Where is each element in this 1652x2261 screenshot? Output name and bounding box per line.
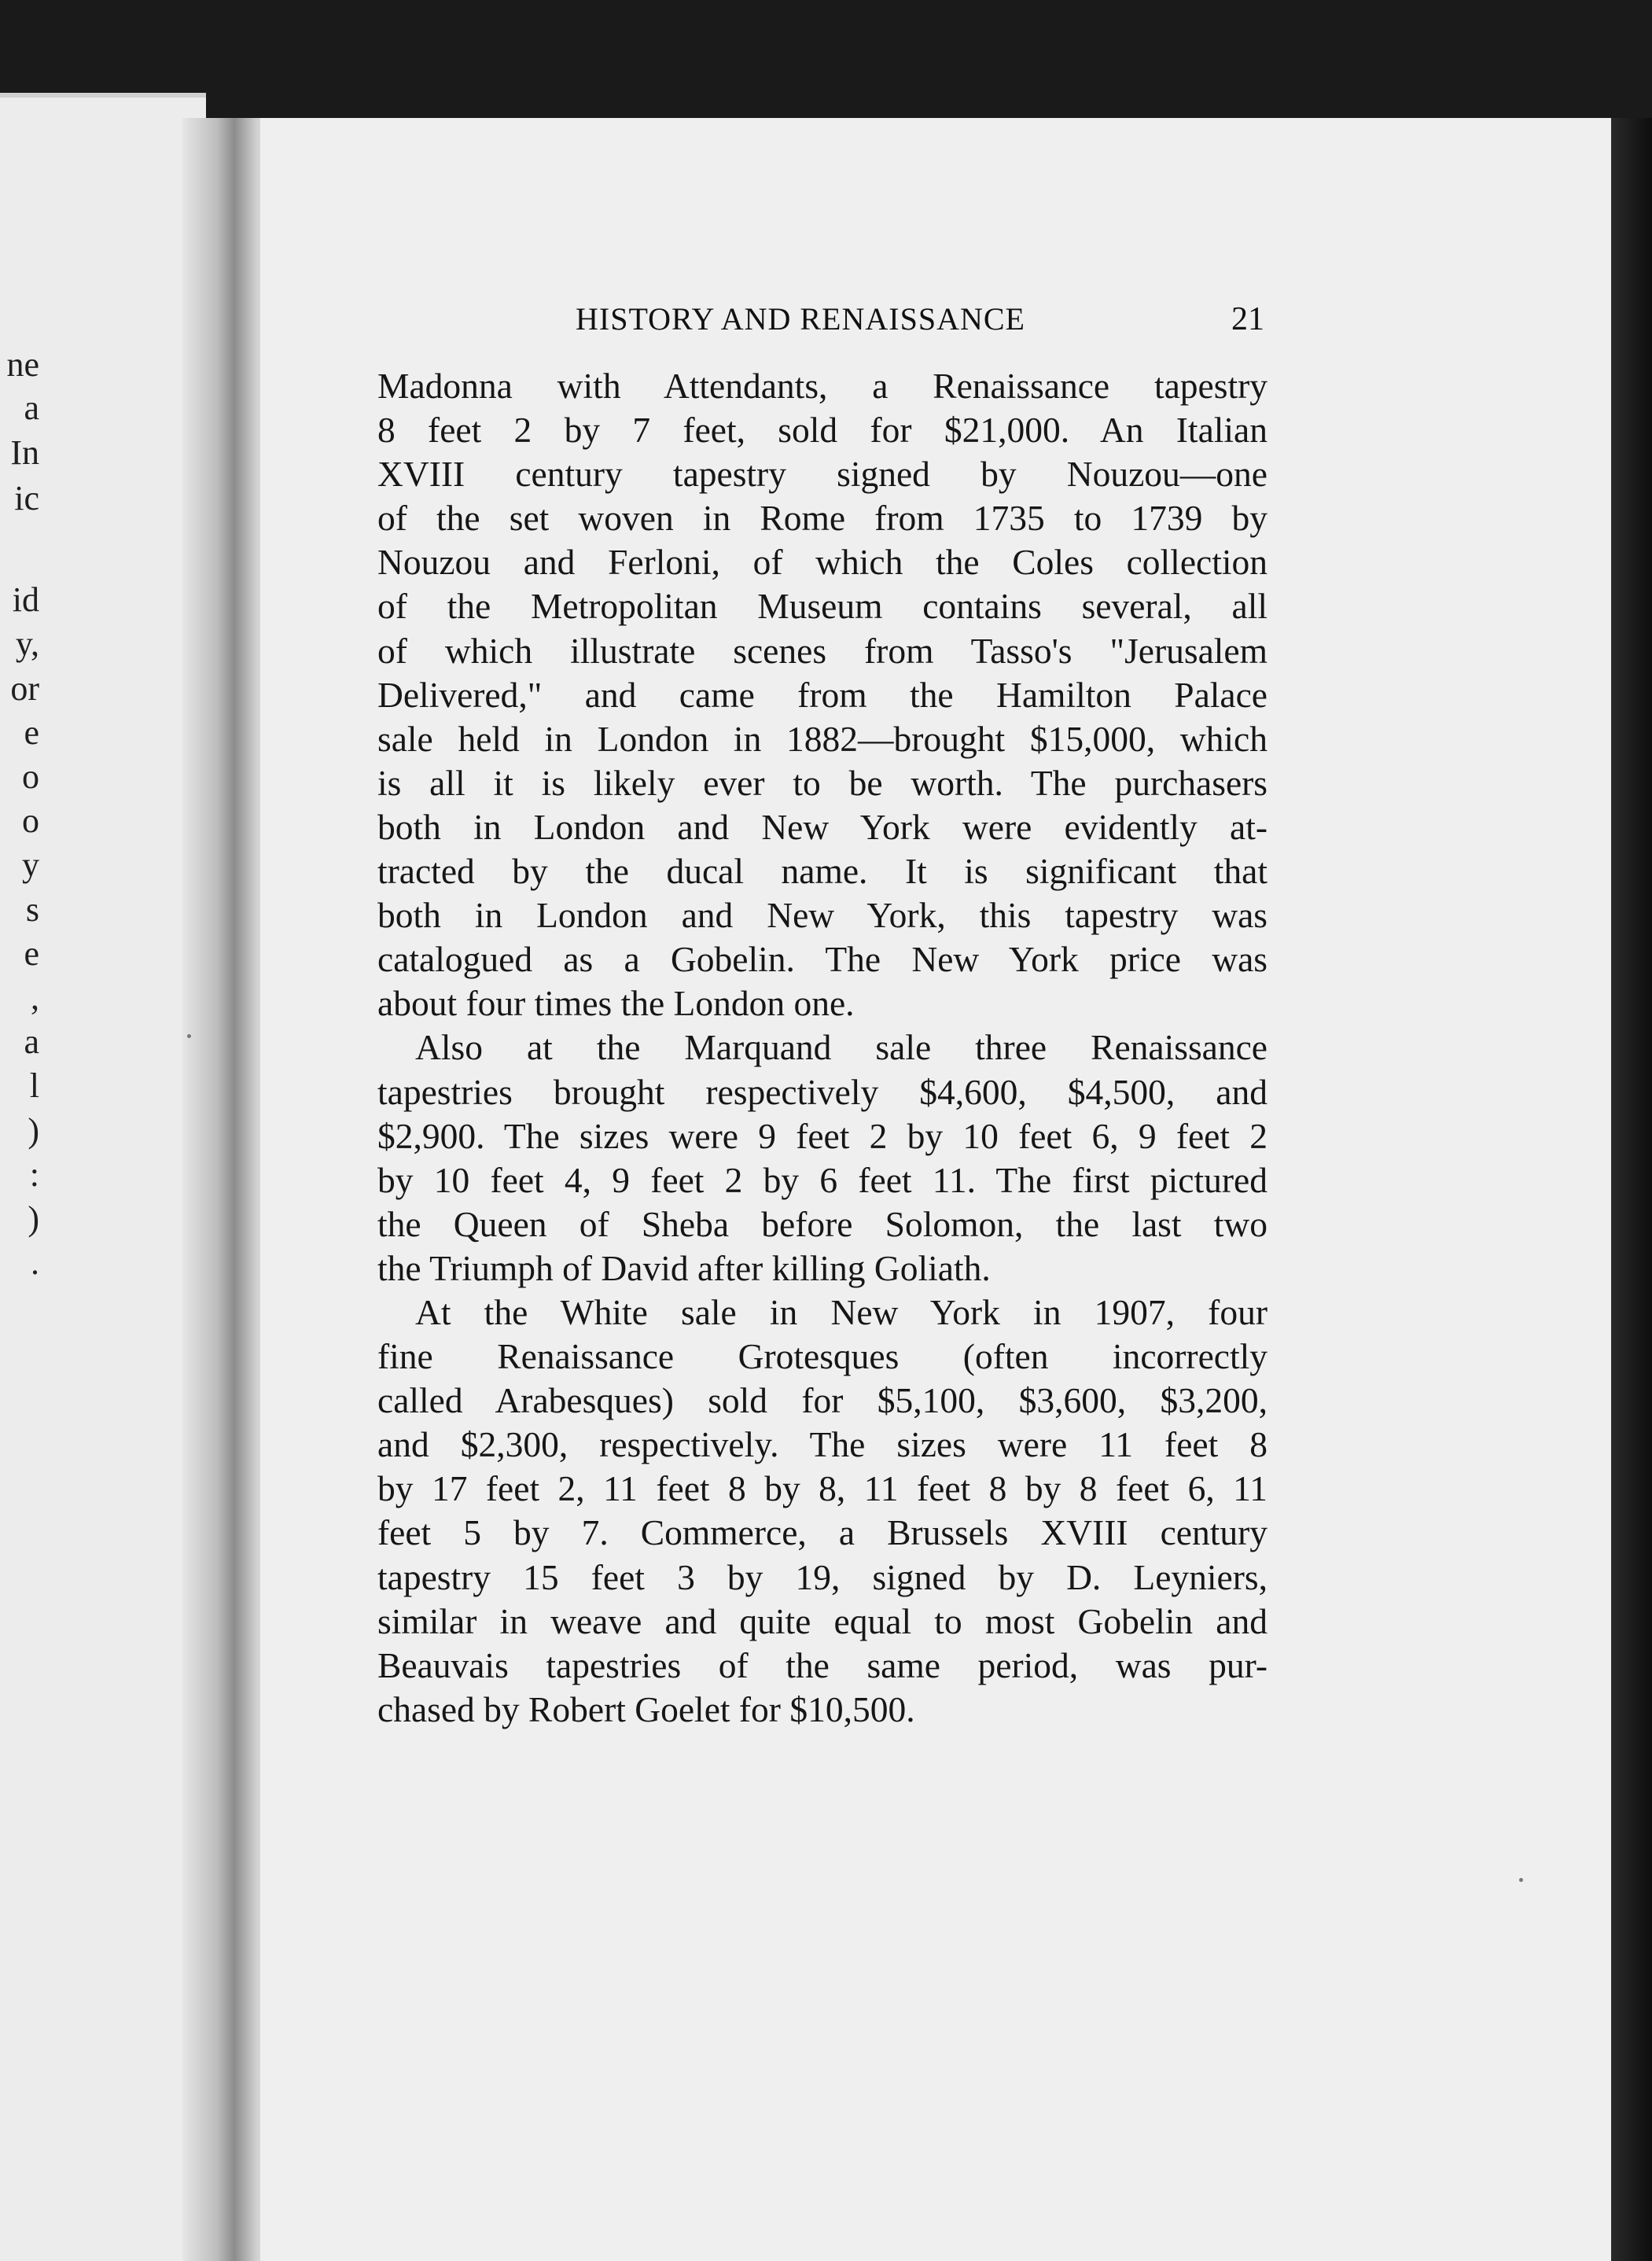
text-line: of the Metropolitan Museum contains several, all [377, 586, 1268, 627]
scan-speck [187, 1034, 191, 1038]
facing-page-fragment: , [31, 978, 39, 1017]
scan-background [0, 0, 1652, 118]
text-line: tracted by the ducal name. It is significant that [377, 851, 1268, 892]
text-line: XVIII century tapestry signed by Nouzou—one [377, 454, 1268, 495]
facing-page-fragment: ne [6, 345, 39, 384]
facing-page-fragment: e [24, 713, 39, 752]
facing-page [0, 93, 206, 2261]
text-line: Nouzou and Ferloni, of which the Coles collection [377, 542, 1268, 583]
facing-page-fragment: or [10, 669, 39, 708]
text-line: feet 5 by 7. Commerce, a Brussels XVIII century [377, 1512, 1268, 1553]
facing-page-fragment: a [24, 1022, 39, 1061]
facing-page-fragment: y, [15, 624, 39, 663]
body-text [377, 364, 1268, 1732]
facing-page-fragment: ic [14, 479, 39, 517]
facing-page-fragment: ) [28, 1111, 39, 1150]
facing-page-fragment: : [29, 1155, 39, 1194]
text-line: tapestry 15 feet 3 by 19, signed by D. Leyniers, [377, 1556, 1268, 1597]
text-line: 8 feet 2 by 7 feet, sold for $21,000. An Italian [377, 410, 1268, 451]
text-line: $2,900. The sizes were 9 feet 2 by 10 feet 6, 9 feet 2 [377, 1115, 1268, 1156]
facing-page-fragment: a [24, 388, 39, 427]
text-line: by 17 feet 2, 11 feet 8 by 8, 11 feet 8 by 8 feet 6, 11 [377, 1468, 1268, 1509]
text-line: Delivered," and came from the Hamilton Palace [377, 674, 1268, 715]
text-line: and $2,300, respectively. The sizes were 11 feet 8 [377, 1424, 1268, 1465]
facing-page-fragment: ) [28, 1199, 39, 1238]
text-line: both in London and New York were evidently at- [377, 806, 1268, 847]
text-line: is all it is likely ever to be worth. The purchasers [377, 762, 1268, 803]
page-edge-shadow [1611, 118, 1652, 2261]
text-line: catalogued as a Gobelin. The New York price was [377, 939, 1268, 980]
page-number: 21 [1231, 301, 1264, 337]
facing-page-fragment: o [22, 757, 39, 796]
text-line: fine Renaissance Grotesques (often incorrectly [377, 1336, 1268, 1377]
facing-page-fragment: id [12, 580, 39, 619]
facing-page-fragment: o [22, 801, 39, 840]
facing-page-fragment: y [22, 845, 39, 884]
text-line: Beauvais tapestries of the same period, was pur- [377, 1644, 1268, 1685]
text-line: Madonna with Attendants, a Renaissance tapestry [377, 366, 1268, 406]
text-line: by 10 feet 4, 9 feet 2 by 6 feet 11. The first pictured [377, 1159, 1268, 1200]
facing-page-fragment: s [25, 890, 39, 929]
facing-page-fragment: . [31, 1243, 39, 1282]
facing-page-fragment: In [10, 433, 39, 472]
text-line: tapestries brought respectively $4,600, $4,500, and [377, 1071, 1268, 1112]
text-line: of the set woven in Rome from 1735 to 1739 by [377, 498, 1268, 539]
text-line: similar in weave and quite equal to most Gobelin and [377, 1600, 1268, 1641]
text-line: the Queen of Sheba before Solomon, the last two [377, 1203, 1268, 1244]
book-gutter [182, 118, 269, 2261]
text-line: both in London and New York, this tapestry was [377, 895, 1268, 936]
facing-page-fragment: e [24, 934, 39, 973]
text-line: sale held in London in 1882—brought $15,000, which [377, 718, 1268, 759]
facing-page-fragment: l [29, 1066, 39, 1105]
text-line: called Arabesques) sold for $5,100, $3,600, $3,200, [377, 1380, 1268, 1421]
text-line: the Triumph of David after killing Goliath. [377, 1247, 991, 1288]
facing-page-text [0, 98, 206, 2261]
text-line: Also at the Marquand sale three Renaissance [415, 1027, 1268, 1068]
scan-speck [1519, 1878, 1523, 1882]
text-line: At the White sale in New York in 1907, four [415, 1291, 1268, 1332]
text-line: of which illustrate scenes from Tasso's "Jerusalem [377, 630, 1268, 671]
running-head: HISTORY AND RENAISSANCE [576, 301, 1025, 337]
text-line: chased by Robert Goelet for $10,500. [377, 1688, 915, 1729]
text-line: about four times the London one. [377, 983, 855, 1024]
